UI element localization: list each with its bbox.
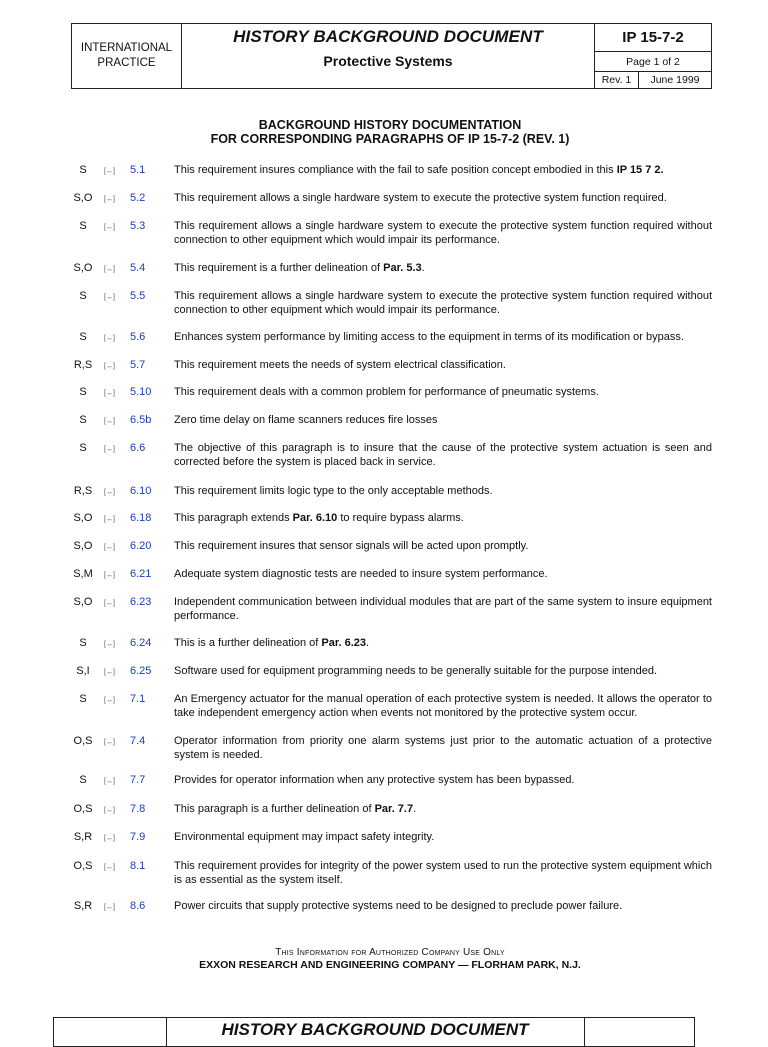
revision: Rev. 1 [595, 72, 639, 88]
paragraph-text: This requirement insures that sensor signals will be acted upon promptly. [174, 540, 529, 552]
category-code: S,O [73, 596, 93, 608]
page-number: Page 1 of 2 [595, 52, 711, 72]
paragraph-text: This is a further delineation of Par. 6.23. [174, 637, 370, 649]
paragraph-text: This requirement limits logic type to the only acceptable methods. [174, 485, 493, 497]
change-marker-icon: [↔] [104, 489, 115, 496]
change-marker-icon: [↔] [104, 572, 115, 579]
paragraph-link[interactable]: 5.10 [130, 386, 152, 398]
change-marker-icon: [↔] [104, 807, 115, 814]
paragraph-link[interactable]: 6.23 [130, 596, 152, 608]
category-code: S,O [73, 262, 93, 274]
paragraph-text: Power circuits that supply protective systems need to be designed to preclude power failure. [174, 900, 623, 912]
paragraph-reference: IP 15 7 2. [616, 164, 664, 176]
change-marker-icon: [↔] [104, 544, 115, 551]
category-code: S [79, 414, 87, 426]
paragraph-text: This requirement provides for integrity of the power system used to run the protective system equipment which is as essential as the system itself. [174, 860, 712, 886]
category-code: R,S [73, 359, 93, 371]
category-code: R,S [73, 485, 93, 497]
org-line-2: PRACTICE [97, 57, 156, 69]
paragraph-text: Enhances system performance by limiting access to the equipment in terms of its modification or bypass. [174, 331, 684, 343]
category-code: S [79, 290, 87, 302]
paragraph-link[interactable]: 6.6 [130, 442, 146, 454]
paragraph-link[interactable]: 6.25 [130, 665, 152, 677]
paragraph-reference: Par. 5.3 [383, 262, 422, 274]
paragraph-text: Environmental equipment may impact safety integrity. [174, 831, 435, 843]
revision-row [595, 72, 711, 88]
paragraph-text: This requirement allows a single hardware system to execute the protective system function required without connection to other equipment which would impair its performance. [174, 220, 712, 246]
paragraph-link[interactable]: 7.4 [130, 735, 146, 747]
paragraph-text: Independent communication between individual modules that are part of the same system to insure equipment performance. [174, 596, 712, 622]
category-code: S,M [73, 568, 93, 580]
paragraph-link[interactable]: 5.7 [130, 359, 146, 371]
org-line-1: INTERNATIONAL [80, 42, 173, 54]
paragraph-link[interactable]: 6.10 [130, 485, 152, 497]
category-code: S,R [73, 831, 93, 843]
revision-date: June 1999 [650, 74, 700, 86]
paragraph-link[interactable]: 5.4 [130, 262, 146, 274]
paragraph-link[interactable]: 5.2 [130, 192, 146, 204]
category-code: S [79, 693, 87, 705]
category-code: S [79, 774, 87, 786]
doc-id: IP 15-7-2 [595, 24, 711, 52]
paragraph-text: This requirement allows a single hardware system to execute the protective system function required without connection to other equipment which would impair its performance. [174, 290, 712, 316]
paragraph-text: Zero time delay on flame scanners reduces fire losses [174, 414, 438, 426]
category-code: S,R [73, 900, 93, 912]
category-code: O,S [73, 803, 93, 815]
change-marker-icon: [↔] [104, 641, 115, 648]
category-code: O,S [73, 735, 93, 747]
paragraph-text: This requirement allows a single hardware system to execute the protective system function required. [174, 192, 667, 204]
footer-company: EXXON RESEARCH AND ENGINEERING COMPANY — FLORHAM PARK, N.J. [199, 959, 581, 971]
paragraph-link[interactable]: 7.1 [130, 693, 146, 705]
paragraph-text: This requirement is a further delineation of Par. 5.3. [174, 262, 425, 274]
change-marker-icon: [↔] [104, 904, 115, 911]
paragraph-link[interactable]: 8.6 [130, 900, 146, 912]
paragraph-link[interactable]: 6.21 [130, 568, 152, 580]
paragraph-link[interactable]: 8.1 [130, 860, 146, 872]
paragraph-text: The objective of this paragraph is to insure that the cause of the protective system actuation is seen and corrected before the system is placed back in service. [174, 442, 712, 468]
doc-subtitle: Protective Systems [323, 53, 453, 69]
category-code: O,S [73, 860, 93, 872]
change-marker-icon: [↔] [104, 600, 115, 607]
paragraph-reference: Par. 6.23 [321, 637, 367, 649]
category-code: S,O [73, 512, 93, 524]
paragraph-link[interactable]: 5.3 [130, 220, 146, 232]
paragraph-text: Provides for operator information when any protective system has been bypassed. [174, 774, 575, 786]
org-cell [72, 24, 182, 88]
change-marker-icon: [↔] [104, 669, 115, 676]
change-marker-icon: [↔] [104, 168, 115, 175]
page-title-line-1: BACKGROUND HISTORY DOCUMENTATION [258, 118, 522, 132]
paragraph-link[interactable]: 7.9 [130, 831, 146, 843]
paragraph-reference: Par. 7.7 [374, 803, 414, 815]
category-code: S [79, 331, 87, 343]
paragraph-text: This paragraph extends Par. 6.10 to require bypass alarms. [174, 512, 464, 524]
change-marker-icon: [↔] [104, 739, 115, 746]
category-code: S,O [73, 540, 93, 552]
title-cell [182, 24, 595, 88]
change-marker-icon: [↔] [104, 864, 115, 871]
paragraph-link[interactable]: 6.24 [130, 637, 152, 649]
category-code: S [79, 386, 87, 398]
paragraph-link[interactable]: 5.6 [130, 331, 146, 343]
change-marker-icon: [↔] [104, 835, 115, 842]
change-marker-icon: [↔] [104, 294, 115, 301]
footer-notice: This Information for Authorized Company Use Only [275, 947, 505, 958]
category-code: S,I [76, 665, 90, 677]
paragraph-link[interactable]: 6.5b [130, 414, 152, 426]
id-cell [595, 24, 711, 88]
paragraph-link[interactable]: 7.8 [130, 803, 146, 815]
paragraph-link[interactable]: 6.20 [130, 540, 152, 552]
paragraph-reference: Par. 6.10 [292, 512, 338, 524]
paragraph-text: Adequate system diagnostic tests are needed to insure system performance. [174, 568, 548, 580]
page-title-line-2: FOR CORRESPONDING PARAGRAPHS OF IP 15-7-2 (REV. 1) [210, 132, 570, 146]
paragraph-link[interactable]: 5.1 [130, 164, 146, 176]
paragraph-text: Software used for equipment programming needs to be generally suitable for the purpose intended. [174, 665, 658, 677]
category-code: S [79, 220, 87, 232]
change-marker-icon: [↔] [104, 266, 115, 273]
paragraph-text: This requirement meets the needs of system electrical classification. [174, 359, 506, 371]
paragraph-text: This requirement deals with a common problem for performance of pneumatic systems. [174, 386, 599, 398]
paragraph-text: This requirement insures compliance with the fail to safe position concept embodied in this IP 15 7 2. [174, 164, 664, 176]
change-marker-icon: [↔] [104, 390, 115, 397]
category-code: S [79, 164, 87, 176]
paragraph-text: This paragraph is a further delineation of Par. 7.7. [174, 803, 417, 815]
paragraph-link[interactable]: 6.18 [130, 512, 152, 524]
document-header [71, 23, 712, 89]
change-marker-icon: [↔] [104, 418, 115, 425]
change-marker-icon: [↔] [104, 196, 115, 203]
change-marker-icon: [↔] [104, 335, 115, 342]
change-marker-icon: [↔] [104, 446, 115, 453]
change-marker-icon: [↔] [104, 363, 115, 370]
next-page-title: HISTORY BACKGROUND DOCUMENT [221, 1020, 529, 1039]
change-marker-icon: [↔] [104, 224, 115, 231]
category-code: S [79, 637, 87, 649]
paragraph-text: An Emergency actuator for the manual operation of each protective system is needed. It allows the operator to take independent emergency action when events not monitored by the protective system occur. [174, 693, 712, 719]
next-page-header [53, 1017, 695, 1047]
change-marker-icon: [↔] [104, 697, 115, 704]
paragraph-link[interactable]: 7.7 [130, 774, 146, 786]
doc-title: HISTORY BACKGROUND DOCUMENT [233, 27, 543, 46]
paragraph-link[interactable]: 5.5 [130, 290, 146, 302]
change-marker-icon: [↔] [104, 516, 115, 523]
category-code: S,O [73, 192, 93, 204]
change-marker-icon: [↔] [104, 778, 115, 785]
category-code: S [79, 442, 87, 454]
paragraph-text: Operator information from priority one alarm systems just prior to the automatic actuation of a protective system is needed. [174, 735, 712, 761]
